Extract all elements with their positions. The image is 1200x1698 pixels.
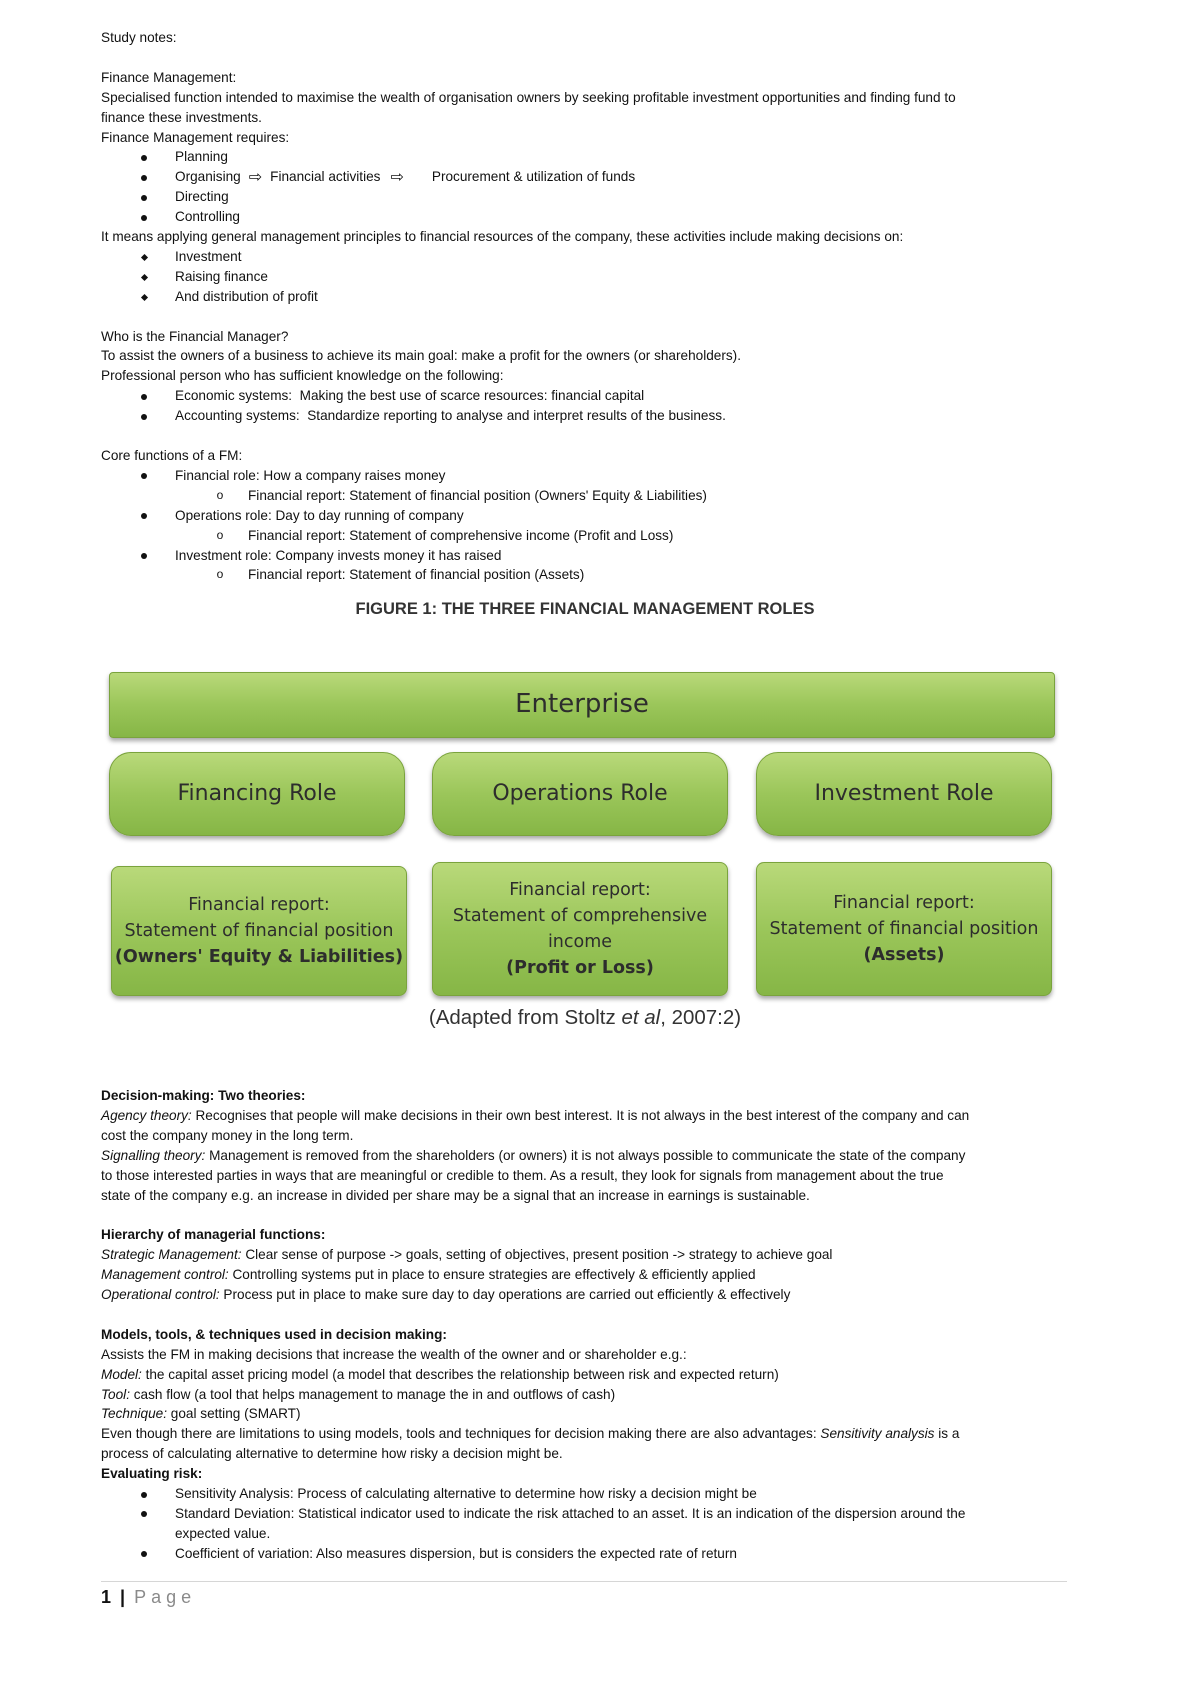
agency-theory: Agency theory: Recognises that people will make decisions in their own best interest. It is not always in the best interest of the company and can (101, 1107, 970, 1123)
page-footer (101, 1588, 196, 1608)
models-item: Model: the capital asset pricing model (a model that describes the relationship between risk and expected return) (101, 1366, 779, 1382)
investment-role-box: Investment Role (756, 752, 1052, 836)
page-header: Study notes: (101, 30, 177, 45)
footer-divider (101, 1581, 1067, 1582)
list-item-cont: expected value. (175, 1525, 271, 1541)
financial-roles-figure (105, 600, 1065, 1040)
diamond-bullet-icon (140, 274, 147, 281)
circle-bullet-icon: o (216, 567, 224, 582)
list-item: Coefficient of variation: Also measures dispersion, but is considers the expected rate of return (101, 1544, 1067, 1564)
circle-bullet-icon: o (216, 487, 224, 502)
bullet-icon (141, 1551, 147, 1557)
diamond-bullet-icon (140, 254, 147, 261)
list-item: Standard Deviation: Statistical indicator used to indicate the risk attached to an asset. It is an indication of the dispersion around the (101, 1504, 1067, 1524)
list-item: Planning (101, 147, 1067, 167)
diamond-bullet-icon (140, 294, 147, 301)
fm-means: It means applying general management principles to financial resources of the company, these activities include making decisions on: (101, 229, 904, 245)
who-heading: Who is the Financial Manager? (101, 328, 289, 344)
bullet-icon (141, 155, 147, 161)
footer-separator: | (120, 1587, 126, 1607)
risk-list (101, 1484, 1067, 1564)
bullet-icon (141, 215, 147, 221)
who-list (101, 386, 1067, 426)
models-item: Tool: cash flow (a tool that helps management to manage the in and outflows of cash) (101, 1386, 616, 1402)
hierarchy-item: Management control: Controlling systems put in place to ensure strategies are effectively & efficiently applied (101, 1267, 756, 1283)
investment-report-box: Financial report: Statement of financial position (Assets) (756, 862, 1052, 996)
list-item: Controlling (101, 207, 1067, 227)
list-item: Operations role: Day to day running of company (101, 506, 1067, 526)
advantages-text: Even though there are limitations to using models, tools and techniques for decision making there are also advantages: Sensitivity analysis is a (101, 1426, 960, 1442)
signalling-theory-cont: state of the company e.g. an increase in divided per share may be a signal that an increase in earnings is sustainable. (101, 1187, 810, 1203)
models-intro: Assists the FM in making decisions that increase the wealth of the owner and or shareholder e.g.: (101, 1346, 687, 1362)
bullet-icon (141, 513, 147, 519)
sub-list-item: o Financial report: Statement of comprehensive income (Profit and Loss) (101, 526, 1067, 546)
fm-heading: Finance Management: (101, 69, 237, 85)
page-number: 1 (101, 1587, 112, 1607)
enterprise-box: Enterprise (109, 672, 1055, 738)
bullet-icon (141, 553, 147, 559)
list-item: Investment (101, 247, 1067, 267)
bullet-icon (141, 414, 147, 420)
signalling-theory-cont: to those interested parties in ways that are meaningful or credible to them. As a result, they look for signals from management about the true (101, 1167, 944, 1183)
agency-theory-cont: cost the company money in the long term. (101, 1127, 354, 1143)
fm-definition-cont: finance these investments. (101, 109, 262, 125)
list-item: Sensitivity Analysis: Process of calculating alternative to determine how risky a decision might be (101, 1484, 1067, 1504)
fm-definition: Specialised function intended to maximise the wealth of organisation owners by seeking profitable investment opportunities and finding fund to (101, 89, 956, 105)
bullet-icon (141, 394, 147, 400)
figure-caption: (Adapted from Stoltz et al, 2007:2) (428, 1006, 742, 1029)
fm-decisions-list (101, 247, 1067, 307)
circle-bullet-icon: o (216, 527, 224, 542)
list-item: Organising ⇨ Financial activities ⇨ Procurement & utilization of funds (101, 167, 1067, 187)
page-label: Page (134, 1587, 197, 1607)
bullet-icon (141, 195, 147, 201)
risk-heading: Evaluating risk: (101, 1466, 203, 1482)
flow-procurement: Procurement & utilization of funds (431, 169, 636, 185)
hierarchy-heading: Hierarchy of managerial functions: (101, 1227, 326, 1243)
list-item: Investment role: Company invests money it has raised (101, 546, 1067, 566)
fm-requires: Finance Management requires: (101, 129, 290, 145)
list-item: Raising finance (101, 267, 1067, 287)
core-list (101, 466, 1067, 585)
decision-heading: Decision-making: Two theories: (101, 1088, 306, 1103)
signalling-theory: Signalling theory: Management is removed from the shareholders (or owners) it is not always possible to communicate the state of the company (101, 1147, 966, 1163)
flow-financial-activities: Financial activities (270, 169, 381, 185)
financing-role-box: Financing Role (109, 752, 405, 836)
arrow-right-icon: ⇨ (390, 169, 404, 187)
sub-list-item: o Financial report: Statement of financial position (Owners' Equity & Liabilities) (101, 486, 1067, 506)
arrow-right-icon: ⇨ (248, 169, 263, 187)
figure-title: FIGURE 1: THE THREE FINANCIAL MANAGEMENT ROLES (355, 600, 815, 618)
who-line-1: To assist the owners of a business to achieve its main goal: make a profit for the owners (or shareholders). (101, 348, 741, 364)
hierarchy-item: Operational control: Process put in place to make sure day to day operations are carried out efficiently & effectively (101, 1287, 791, 1303)
hierarchy-item: Strategic Management: Clear sense of purpose -> goals, setting of objectives, present position -> strategy to achieve goal (101, 1247, 833, 1263)
models-item: Technique: goal setting (SMART) (101, 1406, 301, 1422)
bullet-icon (141, 473, 147, 479)
who-line-2: Professional person who has sufficient knowledge on the following: (101, 368, 504, 384)
operations-report-box: Financial report: Statement of comprehensive income (Profit or Loss) (432, 862, 728, 996)
bullet-icon (141, 1511, 147, 1517)
financing-report-box: Financial report: Statement of financial position (Owners' Equity & Liabilities) (111, 866, 407, 996)
notes-bottom (101, 1086, 1067, 1564)
list-item: Financial role: How a company raises money (101, 466, 1067, 486)
list-item: Economic systems: Making the best use of scarce resources: financial capital (101, 386, 1067, 406)
bullet-icon (141, 175, 147, 181)
operations-role-box: Operations Role (432, 752, 728, 836)
notes-top (101, 28, 1067, 585)
fm-requires-list (101, 147, 1067, 227)
list-item: Accounting systems: Standardize reporting to analyse and interpret results of the business. (101, 406, 1067, 426)
sub-list-item: o Financial report: Statement of financial position (Assets) (101, 565, 1067, 585)
core-heading: Core functions of a FM: (101, 447, 243, 463)
list-item: And distribution of profit (101, 287, 1067, 307)
advantages-text-cont: process of calculating alternative to determine how risky a decision might be. (101, 1446, 563, 1462)
list-item: Directing (101, 187, 1067, 207)
bullet-icon (141, 1492, 147, 1498)
models-heading: Models, tools, & techniques used in decision making: (101, 1326, 447, 1342)
